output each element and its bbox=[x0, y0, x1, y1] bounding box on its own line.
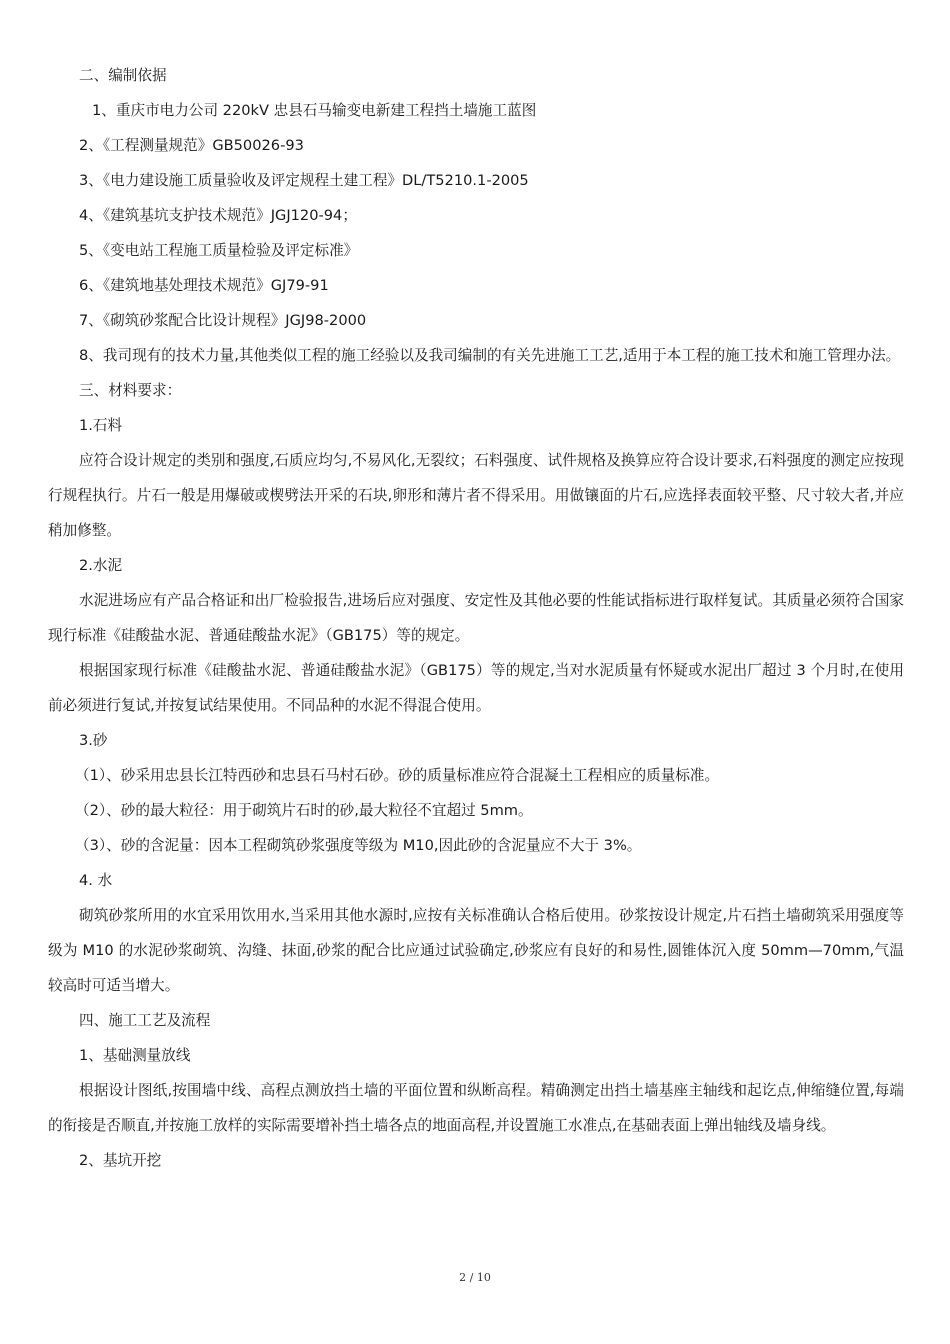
section-heading-basis: 二、编制依据 bbox=[79, 67, 167, 84]
paragraph-water: 砌筑砂浆所用的水宜采用饮用水,当采用其他水源时,应按有关标准确认合格后使用。砂浆按设计规定,片石挡土墙砌筑采用强度等级为 M10 的水泥砂浆砌筑、沟缝、抹面,砂浆的配合比应通过试验确定,砂浆应有良好的和易性,圆锥体沉入度 50mm—70mm,气温较高时可适当增大。 bbox=[48, 907, 904, 994]
reference-item: 3、《电力建设施工质量验收及评定规程土建工程》DL/T5210.1-2005 bbox=[79, 172, 529, 189]
page-number: 2 / 10 bbox=[459, 1271, 491, 1284]
reference-item: 2、《工程测量规范》GB50026-93 bbox=[79, 137, 304, 154]
reference-item: 4、《建筑基坑支护技术规范》JGJ120-94； bbox=[79, 207, 357, 224]
section-heading-materials: 三、材料要求： bbox=[79, 382, 182, 399]
subheading-sand: 3.砂 bbox=[79, 732, 108, 749]
section-heading-process: 四、施工工艺及流程 bbox=[79, 1012, 211, 1029]
subheading-stone: 1.石料 bbox=[79, 417, 123, 434]
paragraph-cement-2: 根据国家现行标准《硅酸盐水泥、普通硅酸盐水泥》（GB175）等的规定,当对水泥质量有怀疑或水泥出厂超过 3 个月时,在使用前必须进行复试,并按复试结果使用。不同品种的水泥不得混合使用。 bbox=[48, 662, 904, 714]
reference-item: 1、重庆市电力公司 220kV 忠县石马输变电新建工程挡土墙施工蓝图 bbox=[92, 102, 537, 119]
reference-item: 6、《建筑地基处理技术规范》GJ79-91 bbox=[79, 277, 329, 294]
subheading-cement: 2.水泥 bbox=[79, 557, 123, 574]
subheading-survey: 1、基础测量放线 bbox=[79, 1047, 191, 1064]
paragraph-stone: 应符合设计规定的类别和强度,石质应均匀,不易风化,无裂纹；石料强度、试件规格及换算应符合设计要求,石料强度的测定应按现行规程执行。片石一般是用爆破或楔劈法开采的石块,卵形和薄片者不得采用。用做镶面的片石,应选择表面较平整、尺寸较大者,并应稍加修整。 bbox=[48, 452, 904, 539]
paragraph-survey: 根据设计图纸,按围墙中线、高程点测放挡土墙的平面位置和纵断高程。精确测定出挡土墙基座主轴线和起讫点,伸缩缝位置,每端的衔接是否顺直,并按施工放样的实际需要增补挡土墙各点的地面高程,并设置施工水准点,在基础表面上弹出轴线及墙身线。 bbox=[48, 1082, 904, 1134]
document-body bbox=[48, 58, 904, 1178]
reference-item: 5、《变电站工程施工质量检验及评定标准》 bbox=[79, 242, 359, 259]
subheading-excavation: 2、基坑开挖 bbox=[79, 1152, 162, 1169]
reference-item: 8、我司现有的技术力量,其他类似工程的施工经验以及我司编制的有关先进施工工艺,适用于本工程的施工技术和施工管理办法。 bbox=[79, 347, 901, 364]
sand-item: （2）、砂的最大粒径：用于砌筑片石时的砂,最大粒径不宜超过 5mm。 bbox=[75, 802, 533, 819]
reference-item: 7、《砌筑砂浆配合比设计规程》JGJ98-2000 bbox=[79, 312, 367, 329]
subheading-water: 4. 水 bbox=[79, 872, 113, 889]
paragraph-cement-1: 水泥进场应有产品合格证和出厂检验报告,进场后应对强度、安定性及其他必要的性能试指标进行取样复试。其质量必须符合国家现行标准《硅酸盐水泥、普通硅酸盐水泥》（GB175）等的规定。 bbox=[48, 592, 904, 644]
sand-item: （3）、砂的含泥量：因本工程砌筑砂浆强度等级为 M10,因此砂的含泥量应不大于 3%。 bbox=[75, 837, 642, 854]
sand-item: （1）、砂采用忠县长江特西砂和忠县石马村石砂。砂的质量标准应符合混凝土工程相应的质量标准。 bbox=[75, 767, 720, 784]
